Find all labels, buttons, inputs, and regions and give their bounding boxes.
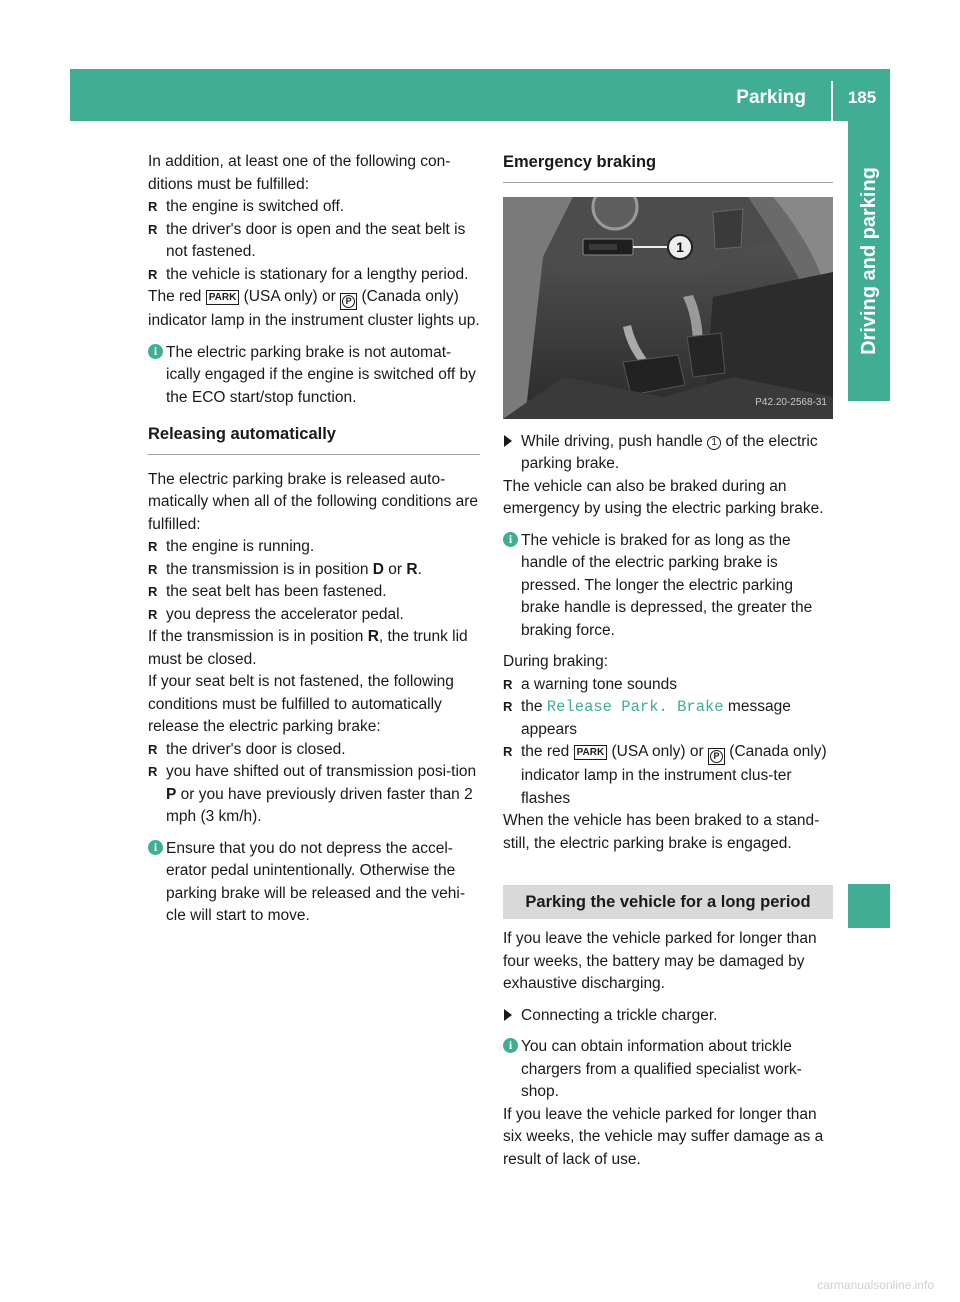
callout-1: 1 — [676, 238, 684, 255]
info-icon: i — [148, 344, 163, 359]
trunk-text: If the transmission is in position R, the trunk lid must be closed. — [148, 628, 468, 668]
list-item: R the vehicle is stationary for a lengthy period. — [148, 264, 480, 287]
info-note: i The vehicle is braked for as long as the handle of the electric parking brake is pressed. The longer the electric parking brake handle is depressed, the greater the braking force. — [503, 530, 833, 643]
intro-text: In addition, at least one of the following con-ditions must be fulfilled: — [148, 153, 451, 193]
releasing-intro: The electric parking brake is released auto-matically when all of the following conditions are fulfilled: — [148, 470, 478, 533]
header-divider — [831, 81, 833, 121]
standstill-text: When the vehicle has been braked to a stand-still, the electric parking brake is engaged. — [503, 812, 820, 852]
heading-releasing: Releasing automatically — [148, 423, 480, 455]
list-item: R you have shifted out of transmission posi-tion P or you have previously driven faster than 2 mph (3 km/h). — [148, 761, 480, 829]
list-item: R the engine is running. — [148, 536, 480, 559]
list-item: R the transmission is in position D or R. — [148, 559, 480, 582]
info-icon: i — [503, 532, 518, 547]
page-number: 185 — [847, 88, 877, 107]
instruction-step: Connecting a trickle charger. — [503, 1005, 833, 1028]
info-icon: i — [503, 1038, 518, 1053]
heading-long-period: Parking the vehicle for a long period — [503, 885, 833, 919]
watermark: carmanualsonline.info — [817, 1277, 934, 1292]
chapter-marker — [848, 884, 890, 928]
long-period-text: If you leave the vehicle parked for longer than four weeks, the battery may be damaged by exhaustive discharging. — [503, 930, 817, 992]
six-weeks-text: If you leave the vehicle parked for longer than six weeks, the vehicle may suffer damage as a result of lack of use. — [503, 1105, 824, 1168]
info-note: i Ensure that you do not depress the accel-erator pedal unintentionally. Otherwise the parking brake will be released and the vehi-cle will start to move. — [148, 838, 480, 928]
footwell-illustration — [503, 197, 833, 419]
indicator-lamp-text: The red PARK (USA only) or P (Canada only) indicator lamp in the instrument cluster lights up. — [148, 288, 480, 329]
display-message: Release Park. Brake — [546, 698, 724, 716]
info-note: i You can obtain information about trickle chargers from a qualified specialist work-shop. — [503, 1036, 833, 1104]
info-icon: i — [148, 840, 163, 855]
instruction-step: While driving, push handle 1 of the electric parking brake. — [503, 431, 833, 476]
list-item: R the red PARK (USA only) or P (Canada only) indicator lamp in the instrument clus-ter flashes — [503, 741, 833, 810]
list-item: R the seat belt has been fastened. — [148, 581, 480, 604]
list-item: R the Release Park. Brake message appears — [503, 696, 833, 741]
parking-brake-icon: P — [708, 748, 725, 765]
chapter-tab-label: Driving and parking — [857, 167, 880, 355]
emergency-text: The vehicle can also be braked during an emergency by using the electric parking brake. — [503, 477, 824, 517]
section-title: Parking — [736, 87, 806, 108]
left-column — [148, 151, 480, 928]
list-item: R the driver's door is open and the seat belt is not fastened. — [148, 219, 480, 264]
arrow-icon — [504, 1009, 512, 1021]
right-column — [503, 151, 833, 1171]
arrow-icon — [504, 435, 512, 447]
page-header — [70, 69, 890, 121]
figure-code: P42.20-2568-31 — [755, 397, 827, 408]
callout-1-icon: 1 — [707, 436, 721, 450]
park-icon: PARK — [206, 290, 240, 305]
list-item: R the driver's door is closed. — [148, 739, 480, 762]
during-braking-label: During braking: — [503, 653, 609, 670]
info-note: i The electric parking brake is not automat-ically engaged if the engine is switched off by the ECO start/stop function. — [148, 342, 480, 410]
park-icon: PARK — [574, 745, 608, 760]
parking-brake-icon: P — [340, 293, 357, 310]
parking-brake-photo — [503, 197, 833, 419]
list-item: R a warning tone sounds — [503, 674, 833, 697]
list-item: R you depress the accelerator pedal. — [148, 604, 480, 627]
seatbelt-text: If your seat belt is not fastened, the following conditions must be fulfilled to automatically release the electric parking brake: — [148, 673, 454, 735]
list-item: R the engine is switched off. — [148, 196, 480, 219]
heading-emergency: Emergency braking — [503, 151, 833, 183]
